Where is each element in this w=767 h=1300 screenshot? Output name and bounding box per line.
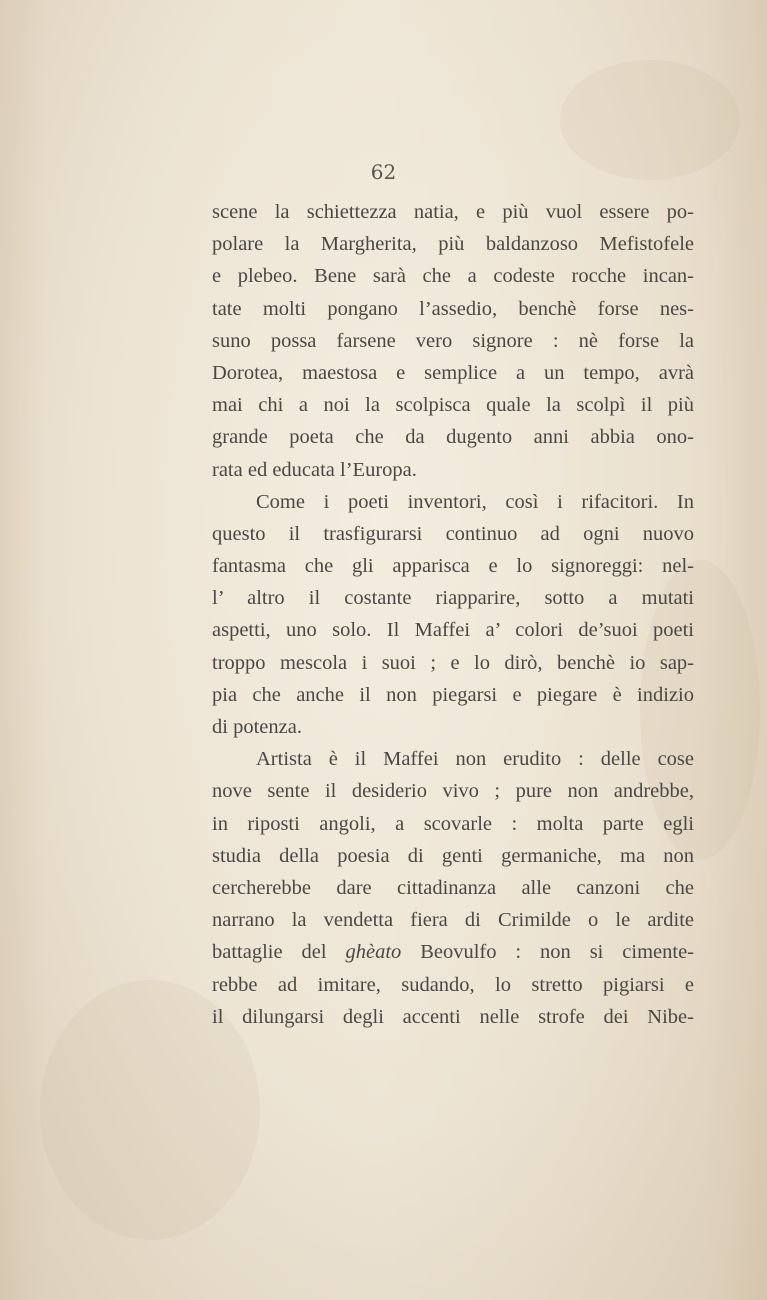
- text-line: tate molti pongano l’assedio, benchè forse nes-: [212, 297, 694, 320]
- text-line: narrano la vendetta fiera di Crimilde o le ardite: [212, 909, 694, 932]
- text-line: studia della poesia di genti germaniche, ma non: [212, 844, 694, 867]
- text-line: l’ altro il costante riapparire, sotto a mutati: [212, 587, 694, 610]
- text-line: troppo mescola i suoi ; e lo dirò, benchè io sap-: [212, 651, 694, 674]
- text-line: Come i poeti inventori, così i rifacitori. In: [256, 490, 694, 513]
- text-line: polare la Margherita, più baldanzoso Mefistofele: [212, 233, 694, 256]
- text-line: battaglie del ghèato Beovulfo : non si cimente-: [212, 941, 694, 964]
- italic-word: ghèato: [345, 941, 402, 964]
- text-line: aspetti, uno solo. Il Maffei a’ colori de’suoi poeti: [212, 619, 694, 642]
- text-line: rata ed educata l’Europa.: [212, 458, 417, 481]
- text-line: fantasma che gli apparisca e lo signoreggi: nel-: [212, 555, 694, 578]
- text-line: in riposti angoli, a scovarle : molta parte egli: [212, 812, 694, 835]
- text-line: suno possa farsene vero signore : nè forse la: [212, 329, 694, 352]
- text-line: nove sente il desiderio vivo ; pure non andrebbe,: [212, 780, 694, 803]
- text-line: questo il trasfigurarsi continuo ad ogni nuovo: [212, 522, 694, 545]
- text-line: rebbe ad imitare, sudando, lo stretto pigiarsi e: [212, 973, 694, 996]
- body-text: [212, 196, 694, 1033]
- text-line: cercherebbe dare cittadinanza alle canzoni che: [212, 876, 694, 899]
- text-line: mai chi a noi la scolpisca quale la scolpì il più: [212, 394, 694, 417]
- text-line: scene la schiettezza natia, e più vuol essere po-: [212, 201, 694, 223]
- page-number: 62: [370, 160, 397, 184]
- text-line: e plebeo. Bene sarà che a codeste rocche incan-: [212, 265, 694, 288]
- text-line: pia che anche il non piegarsi e piegare è indizio: [212, 683, 694, 706]
- text-line: grande poeta che da dugento anni abbia ono-: [212, 426, 694, 449]
- text-line: di potenza.: [212, 716, 302, 738]
- text-line: Artista è il Maffei non erudito : delle cose: [256, 748, 694, 771]
- text-line: il dilungarsi degli accenti nelle strofe dei Nibe-: [212, 1005, 694, 1028]
- text-line: Dorotea, maestosa e semplice a un tempo, avrà: [212, 361, 694, 384]
